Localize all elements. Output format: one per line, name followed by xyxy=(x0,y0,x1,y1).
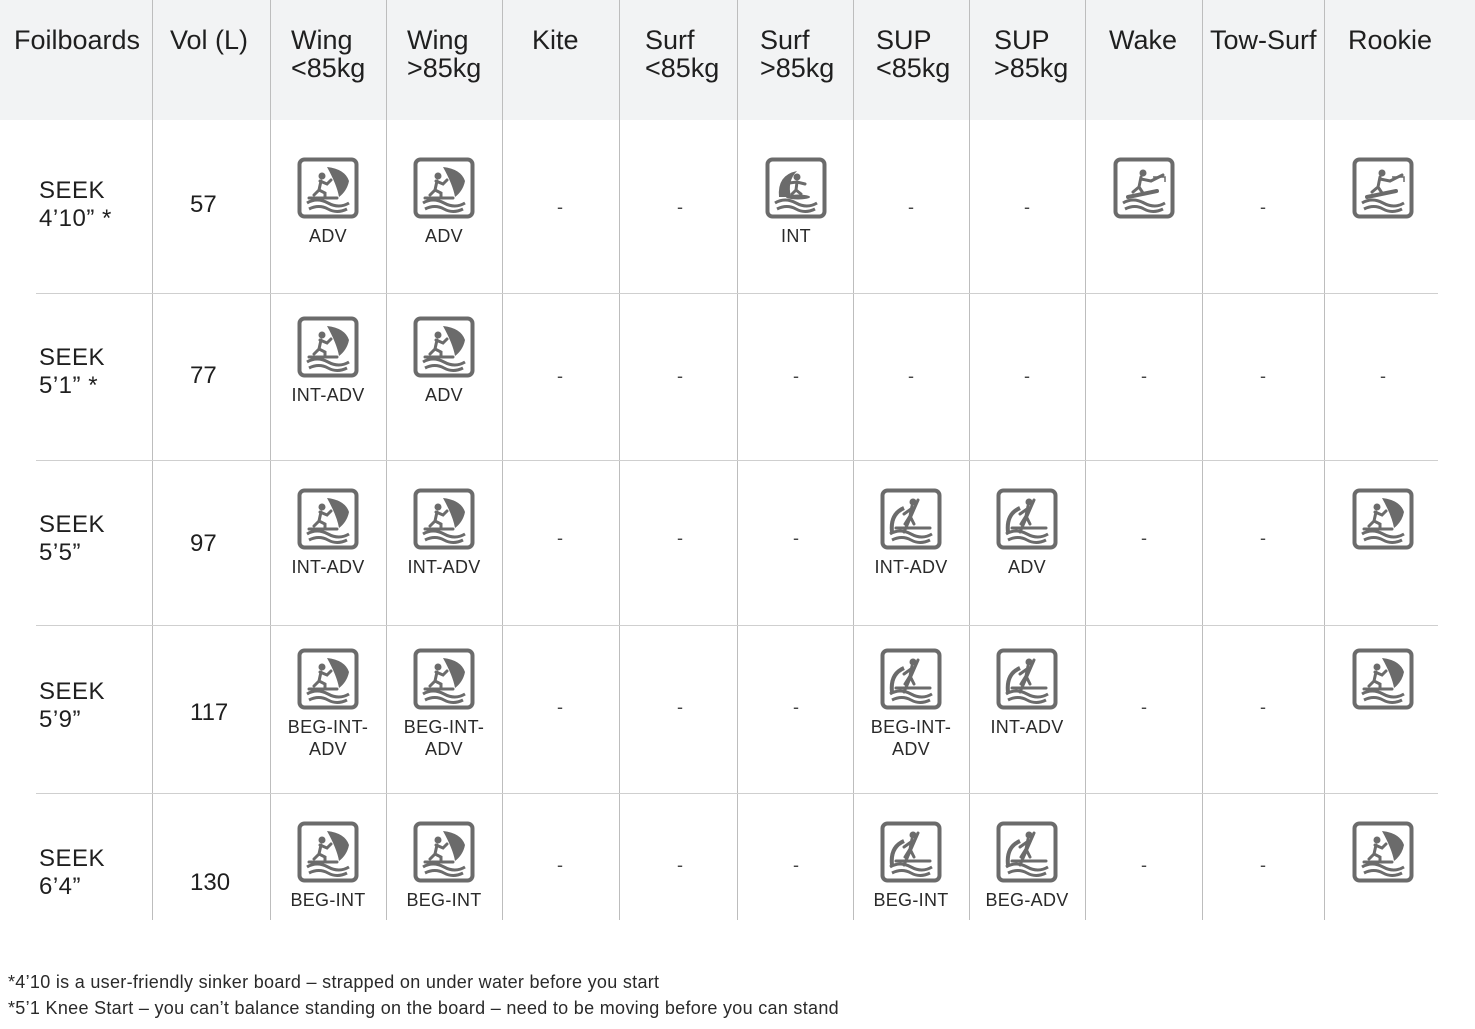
board-model: SEEK xyxy=(39,177,106,204)
discipline-cell xyxy=(851,488,971,578)
wing-icon xyxy=(413,648,475,710)
surf-icon xyxy=(765,157,827,219)
row-divider xyxy=(36,460,1438,461)
wing-icon xyxy=(413,821,475,883)
header-label: Kite xyxy=(532,25,579,55)
discipline-cell xyxy=(384,648,504,760)
skill-level: INT-ADV xyxy=(874,557,948,577)
wing-icon xyxy=(297,648,359,710)
discipline-cell xyxy=(736,157,856,247)
discipline-cell xyxy=(967,821,1087,911)
header-label: Surf xyxy=(645,25,695,55)
not-suitable-dash: - xyxy=(557,697,563,717)
discipline-cell xyxy=(268,648,388,760)
skill-level: BEG-ADV xyxy=(985,890,1069,910)
header-surf-4 xyxy=(760,26,834,82)
not-suitable-dash: - xyxy=(1141,528,1147,548)
not-suitable-dash: - xyxy=(793,697,799,717)
header-foilboards: Foilboards xyxy=(14,25,141,55)
board-size: 5’1” * xyxy=(39,372,99,399)
header-weight: >85kg xyxy=(407,53,482,83)
not-suitable-dash: - xyxy=(677,697,683,717)
wake-icon xyxy=(1113,157,1175,219)
wing-icon xyxy=(297,821,359,883)
board-volume: 77 xyxy=(190,362,217,389)
skill-level: BEG-INT xyxy=(873,890,949,910)
board-model: SEEK xyxy=(39,678,106,705)
not-suitable-dash: - xyxy=(908,197,914,217)
discipline-cell xyxy=(967,648,1087,738)
header-surf-3 xyxy=(645,26,719,82)
wing-icon xyxy=(1352,648,1414,710)
board-size: 6’4” xyxy=(39,873,82,900)
wing-icon xyxy=(297,157,359,219)
skill-level: ADV xyxy=(425,385,463,405)
skill-level: ADV xyxy=(309,226,347,246)
not-suitable-dash: - xyxy=(1260,855,1266,875)
not-suitable-dash: - xyxy=(677,366,683,386)
discipline-cell xyxy=(1084,157,1204,219)
wing-icon xyxy=(297,488,359,550)
skill-level: INT-ADV xyxy=(291,557,365,577)
not-suitable-dash: - xyxy=(793,366,799,386)
board-name xyxy=(39,177,112,233)
header-label: SUP xyxy=(994,25,1050,55)
board-volume: 97 xyxy=(190,530,217,557)
skill-level: BEG-INT xyxy=(406,890,482,910)
discipline-cell xyxy=(268,157,388,247)
header-sup-6 xyxy=(994,26,1068,82)
discipline-cell xyxy=(1323,157,1443,219)
skill-level: BEG-INT xyxy=(290,890,366,910)
wake-icon xyxy=(1352,157,1414,219)
header-weight: <85kg xyxy=(876,53,951,83)
skill-level: BEG-INT-ADV xyxy=(870,717,952,759)
sup-icon xyxy=(880,821,942,883)
not-suitable-dash: - xyxy=(1024,197,1030,217)
not-suitable-dash: - xyxy=(557,855,563,875)
not-suitable-dash: - xyxy=(793,855,799,875)
skill-level: ADV xyxy=(425,226,463,246)
not-suitable-dash: - xyxy=(557,197,563,217)
not-suitable-dash: - xyxy=(677,197,683,217)
footnote-2: *5’1 Knee Start – you can’t balance standing on the board – need to be moving before you can stand xyxy=(8,998,839,1018)
skill-level: INT-ADV xyxy=(407,557,481,577)
header-sup-5 xyxy=(876,26,950,82)
skill-level: ADV xyxy=(1008,557,1046,577)
header-weight: >85kg xyxy=(994,53,1069,83)
board-size: 5’5” xyxy=(39,539,82,566)
sup-icon xyxy=(996,648,1058,710)
wing-icon xyxy=(413,488,475,550)
discipline-cell xyxy=(967,488,1087,578)
sup-icon xyxy=(996,821,1058,883)
skill-level: INT xyxy=(781,226,811,246)
not-suitable-dash: - xyxy=(1141,855,1147,875)
header-wing-1 xyxy=(407,26,481,82)
sup-icon xyxy=(880,648,942,710)
skill-level: INT-ADV xyxy=(291,385,365,405)
header-label: Wing xyxy=(291,25,353,55)
row-divider xyxy=(36,293,1438,294)
sup-icon xyxy=(996,488,1058,550)
board-name xyxy=(39,511,105,567)
board-name xyxy=(39,845,105,901)
header-label: Tow-Surf xyxy=(1210,25,1317,55)
not-suitable-dash: - xyxy=(1141,366,1147,386)
board-name xyxy=(39,344,105,400)
wing-icon xyxy=(297,316,359,378)
wing-icon xyxy=(413,316,475,378)
board-size: 4’10” * xyxy=(39,205,112,232)
discipline-cell xyxy=(268,488,388,578)
discipline-cell xyxy=(268,821,388,911)
not-suitable-dash: - xyxy=(557,528,563,548)
board-model: SEEK xyxy=(39,845,106,872)
discipline-cell xyxy=(1323,488,1443,550)
row-divider xyxy=(36,793,1438,794)
footnote-1: *4’10 is a user-friendly sinker board – strapped on under water before you start xyxy=(8,972,660,992)
skill-level: BEG-INT-ADV xyxy=(287,717,369,759)
board-name xyxy=(39,678,105,734)
header-label: Wake xyxy=(1109,25,1178,55)
skill-level: BEG-INT-ADV xyxy=(403,717,485,759)
not-suitable-dash: - xyxy=(1380,366,1386,386)
not-suitable-dash: - xyxy=(1260,366,1266,386)
not-suitable-dash: - xyxy=(1260,197,1266,217)
header-weight: >85kg xyxy=(760,53,835,83)
header-vol: Vol (L) xyxy=(170,25,249,55)
not-suitable-dash: - xyxy=(677,528,683,548)
row-divider xyxy=(36,625,1438,626)
discipline-cell xyxy=(851,821,971,911)
board-volume: 130 xyxy=(190,869,231,896)
header-weight: <85kg xyxy=(291,53,366,83)
discipline-cell xyxy=(1323,821,1443,883)
board-volume: 57 xyxy=(190,191,217,218)
header-kite-2 xyxy=(532,26,579,54)
header-label: Surf xyxy=(760,25,810,55)
discipline-cell xyxy=(384,316,504,406)
not-suitable-dash: - xyxy=(793,528,799,548)
header-rookie-9 xyxy=(1348,26,1432,54)
board-model: SEEK xyxy=(39,344,106,371)
board-volume: 117 xyxy=(190,699,229,726)
header-wing-0 xyxy=(291,26,365,82)
not-suitable-dash: - xyxy=(677,855,683,875)
not-suitable-dash: - xyxy=(557,366,563,386)
not-suitable-dash: - xyxy=(1260,697,1266,717)
header-label: SUP xyxy=(876,25,932,55)
skill-level: INT-ADV xyxy=(990,717,1064,737)
sup-icon xyxy=(880,488,942,550)
not-suitable-dash: - xyxy=(1260,528,1266,548)
discipline-cell xyxy=(384,488,504,578)
header-wake-7 xyxy=(1109,26,1177,54)
not-suitable-dash: - xyxy=(1141,697,1147,717)
not-suitable-dash: - xyxy=(1024,366,1030,386)
board-model: SEEK xyxy=(39,511,106,538)
header-label: Wing xyxy=(407,25,469,55)
header-weight: <85kg xyxy=(645,53,720,83)
header-label: Rookie xyxy=(1348,25,1433,55)
wing-icon xyxy=(1352,821,1414,883)
discipline-cell xyxy=(268,316,388,406)
discipline-cell xyxy=(384,157,504,247)
discipline-cell xyxy=(1323,648,1443,710)
header-tow-surf-8 xyxy=(1210,26,1317,54)
not-suitable-dash: - xyxy=(908,366,914,386)
wing-icon xyxy=(413,157,475,219)
discipline-cell xyxy=(384,821,504,911)
wing-icon xyxy=(1352,488,1414,550)
board-size: 5’9” xyxy=(39,706,82,733)
discipline-cell xyxy=(851,648,971,760)
